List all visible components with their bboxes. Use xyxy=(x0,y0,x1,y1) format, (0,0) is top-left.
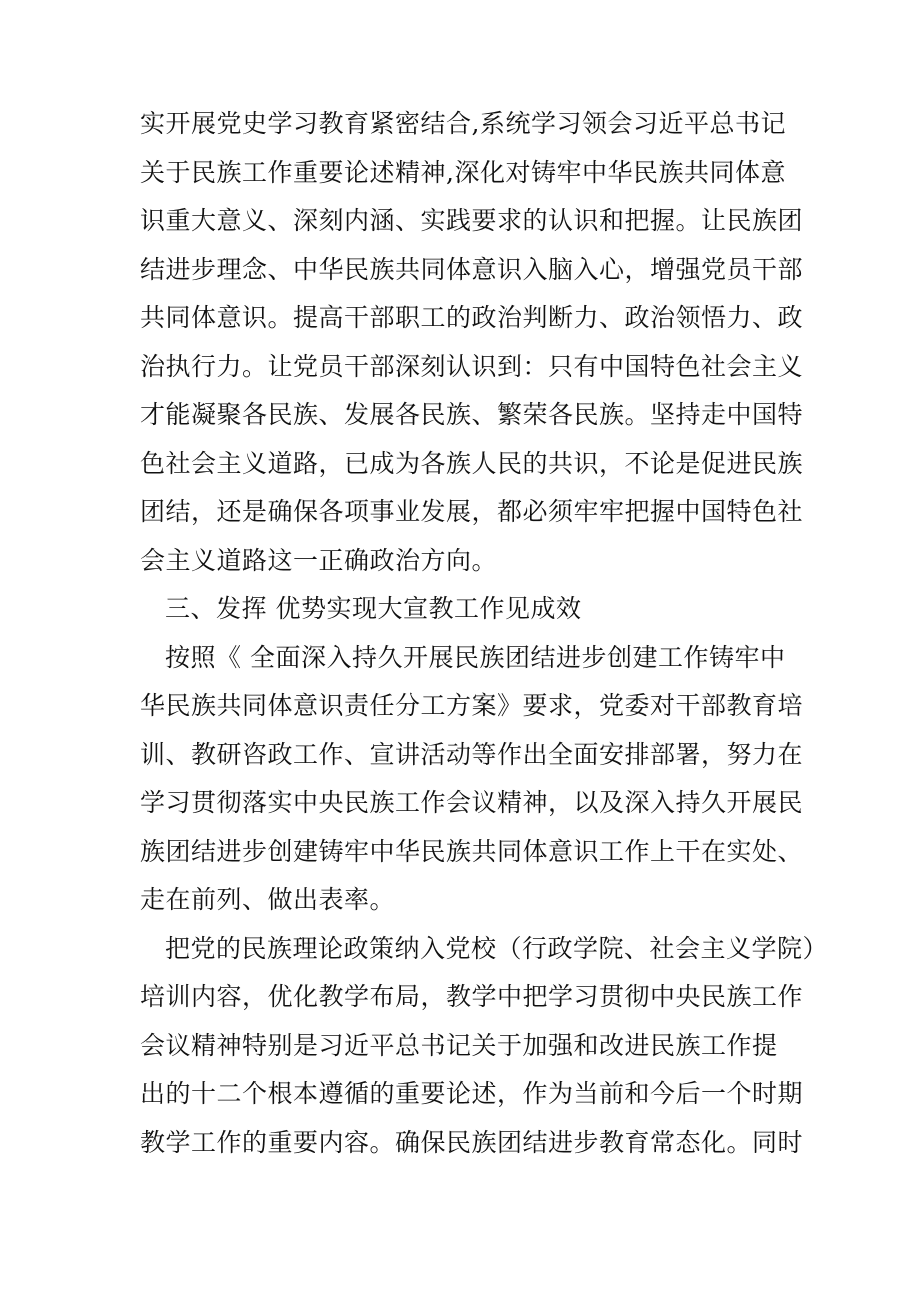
section-heading-three xyxy=(140,585,800,634)
text-line: 培训内容，优化教学布局，教学中把学习贯彻中央民族工作 xyxy=(140,982,804,1011)
text-line: 才能凝聚各民族、发展各民族、繁荣各民族。坚持走中国特 xyxy=(140,400,804,429)
document-body xyxy=(140,100,829,1167)
text-line: 色社会主义道路，已成为各族人民的共识，不论是促进民族 xyxy=(140,448,804,478)
text-line: 关于民族工作重要论述精神,深化对铸牢中华民族共同体意 xyxy=(140,157,786,187)
text-line: 按照《 全面深入持久开展民族团结进步创建工作铸牢中 xyxy=(165,642,786,672)
text-line: 结进步理念、中华民族共同体意识入脑入心，增强党员干部 xyxy=(140,254,804,284)
text-line: 会议精神特别是习近平总书记关于加强和改进民族工作提 xyxy=(140,1030,778,1060)
text-line: 教学工作的重要内容。确保民族团结进步教育常态化。同时 xyxy=(140,1127,804,1157)
text-line: 训、教研咨政工作、宣讲活动等作出全面安排部署，努力在 xyxy=(140,739,804,769)
text-line: 共同体意识。提高干部职工的政治判断力、政治领悟力、政 xyxy=(140,303,804,332)
heading-line: 三、发挥 优势实现大宣教工作见成效 xyxy=(165,594,582,623)
paragraph-party-history xyxy=(140,100,804,585)
text-line: 把党的民族理论政策纳入党校（行政学院、社会主义学院） xyxy=(165,933,829,963)
text-line: 团结，还是确保各项事业发展，都必须牢牢把握中国特色社 xyxy=(140,497,804,526)
text-line: 华民族共同体意识责任分工方案》要求，党委对干部教育培 xyxy=(140,691,804,720)
text-line: 会主义道路这一正确政治方向。 xyxy=(140,545,498,575)
text-line: 族团结进步创建铸牢中华民族共同体意识工作上干在实处、 xyxy=(140,836,804,866)
text-line: 走在前列、做出表率。 xyxy=(140,885,396,914)
paragraph-responsibility-plan xyxy=(140,634,804,925)
text-line: 实开展党史学习教育紧密结合,系统学习领会习近平总书记 xyxy=(140,109,786,138)
paragraph-party-school-training xyxy=(140,925,829,1168)
text-line: 学习贯彻落实中央民族工作会议精神，以及深入持久开展民 xyxy=(140,788,804,817)
text-line: 治执行力。让党员干部深刻认识到：只有中国特色社会主义 xyxy=(140,351,804,381)
text-line: 出的十二个根本遵循的重要论述，作为当前和今后一个时期 xyxy=(140,1079,804,1108)
text-line: 识重大意义、深刻内涵、实践要求的认识和把握。让民族团 xyxy=(140,206,804,235)
